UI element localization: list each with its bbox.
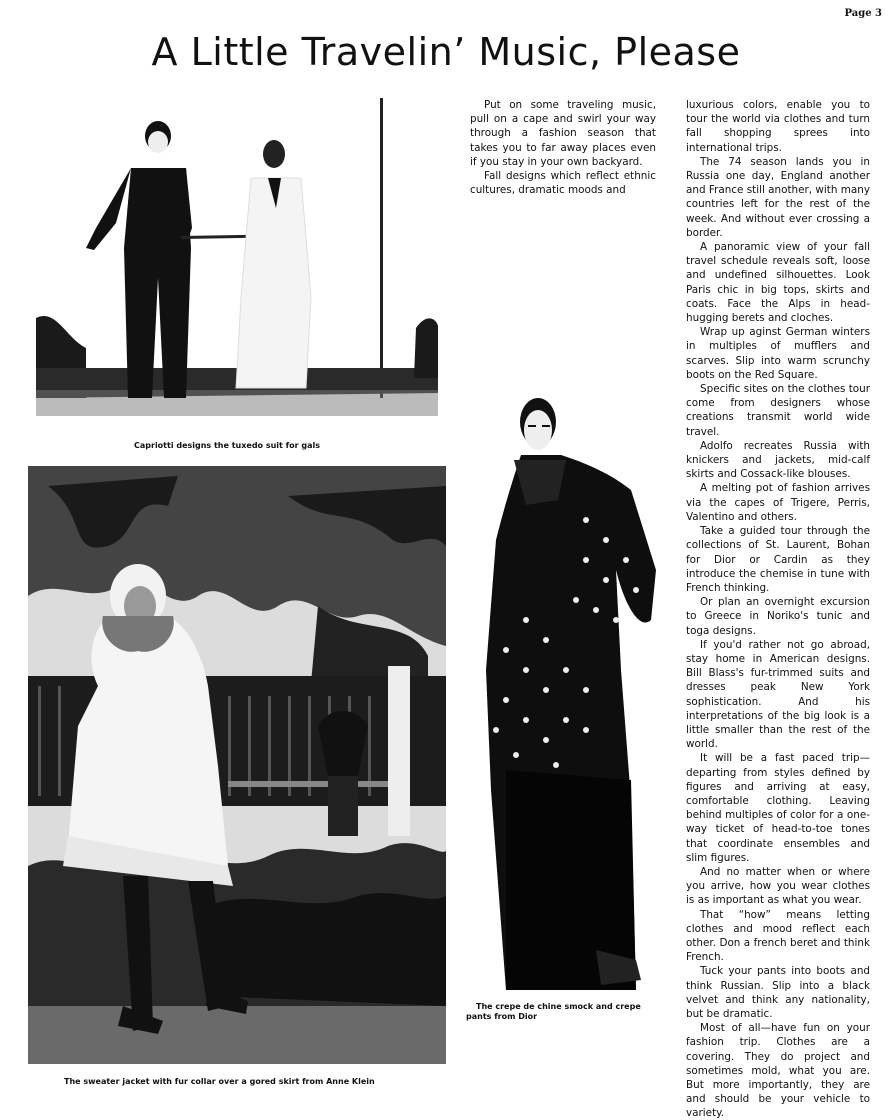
- article-paragraph: Take a guided tour through the collections of St. Laurent, Bohan for Dior or Cardin as they introduce the chemise in tune with French thinking.: [686, 525, 870, 594]
- article-paragraph: Fall designs which reflect ethnic cultures, dramatic moods and: [470, 170, 656, 197]
- headline: A Little Travelin’ Music, Please: [151, 30, 741, 74]
- article-paragraph: luxurious colors, enable you to tour the world via clothes and turn fall shopping sprees into international trips.: [686, 99, 870, 154]
- article-paragraph: Or plan an overnight excursion to Greece in Noriko's tunic and toga designs.: [686, 596, 870, 637]
- sweater-photo: [28, 466, 446, 1064]
- smock-photo: [466, 370, 662, 1000]
- tuxedo-caption: Capriotti designs the tuxedo suit for gals: [134, 441, 320, 450]
- article-paragraph: A melting pot of fashion arrives via the capes of Trigere, Perris, Valentino and others.: [686, 482, 870, 523]
- article-paragraph: A panoramic view of your fall travel schedule reveals soft, loose and undefined silhouettes. Look Paris chic in big tops, skirts and coats. Face the Alps in head-hugging berets and cloches.: [686, 241, 870, 325]
- article-paragraph: And no matter when or where you arrive, how you wear clothes is as important as what you wear.: [686, 865, 870, 907]
- article-paragraph: That “how” means letting clothes and mood reflect each other. Don a french beret and think French.: [686, 908, 870, 964]
- smock-caption-line-2: pants from Dior: [466, 1012, 538, 1021]
- article-paragraph: Most of all—have fun on your fashion trip. Clothes are a covering. They do project and sometimes mold, what you are. But more importantly, they are and should be your vehicle to variety.: [686, 1022, 870, 1120]
- article-column-middle: [470, 98, 656, 197]
- tuxedo-photo: [36, 98, 438, 416]
- article-paragraph: Wrap up aginst German winters in multiples of mufflers and scarves. Slip into warm scrunchy boots on the Red Square.: [686, 326, 870, 381]
- article-paragraph: Tuck your pants into boots and think Russian. Slip into a black velvet and think any nationality, but be dramatic.: [686, 965, 870, 1020]
- article-paragraph: Put on some traveling music, pull on a cape and swirl your way through a fashion season that takes you to far away places even if you stay in your own backyard.: [470, 99, 656, 168]
- article-column-right: [686, 98, 870, 1120]
- article-paragraph: Adolfo recreates Russia with knickers and jackets, mid-calf skirts and Cossack-like blouses.: [686, 439, 870, 481]
- page-number: Page 3: [844, 8, 882, 19]
- article-paragraph: The 74 season lands you in Russia one day, England another and France still another, with many countries left for the rest of the week. And without ever crossing a border.: [686, 155, 870, 239]
- article-paragraph: Specific sites on the clothes tour come from designers whose creations transmit world wide travel.: [686, 383, 870, 438]
- smock-caption: [466, 1002, 666, 1022]
- smock-caption-line-1: The crepe de chine smock and crepe: [476, 1002, 641, 1011]
- article-paragraph: It will be a fast paced trip—departing from styles defined by figures and arriving at easy, comfortable clothing. Leaving behind multiples of color for a one-way ticket of head-to-toe tones that coordinate ensembles and slim figures.: [686, 752, 870, 864]
- article-paragraph: If you'd rather not go abroad, stay home in American designs. Bill Blass's fur-trimmed suits and dresses peak New York sophistication. And his interpretations of the big look is a little smaller than the rest of the world.: [686, 638, 870, 751]
- sweater-caption: The sweater jacket with fur collar over a gored skirt from Anne Klein: [64, 1077, 375, 1086]
